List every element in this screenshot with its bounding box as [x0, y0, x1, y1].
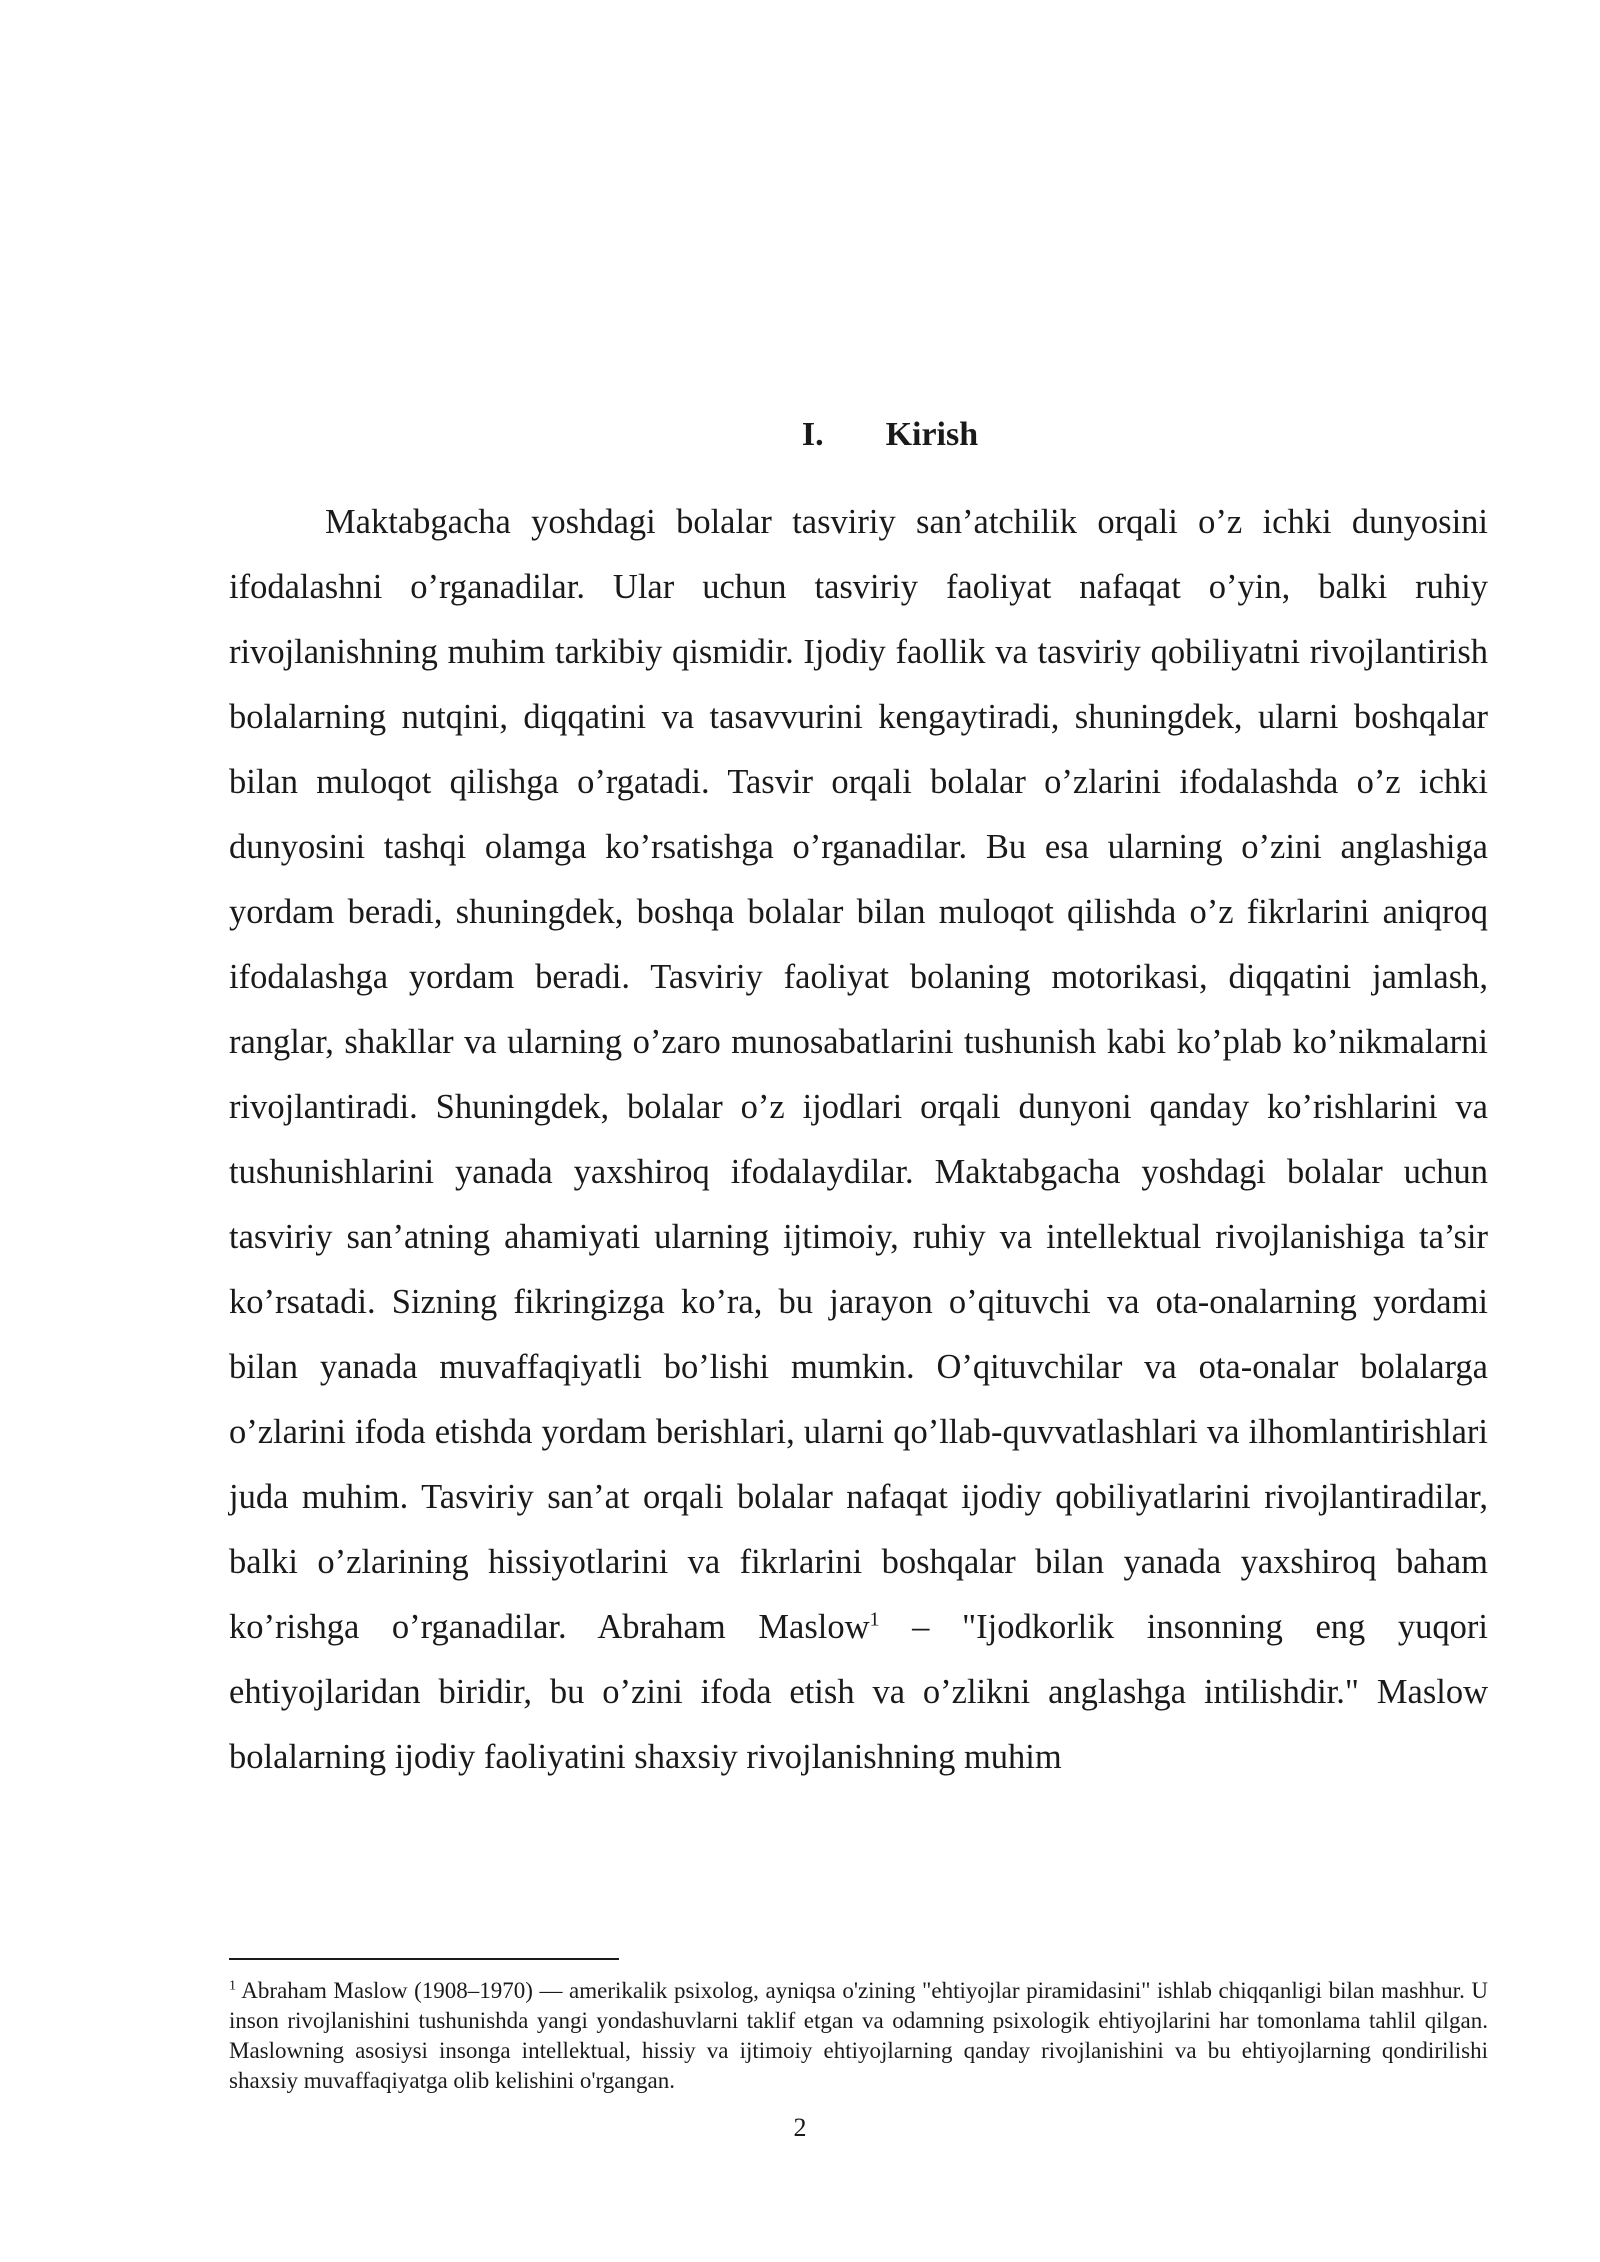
footnote-text: Abraham Maslow (1908–1970) — amerikalik psixolog, ayniqsa o'zining "ehtiyojlar piramidasini" ishlab chiqqanligi bilan mashhur. U inson rivojlanishini tushunishda yangi yondashuvlarni taklif etgan va odamning psixologik ehtiyojlarini har tomonlama tahlil qilgan. Maslowning asosiysi insonga intellektual, hissiy va ijtimoiy ehtiyojlarning qanday rivojlanishini va bu ehtiyojlarning qondirilishi shaxsiy muvaffaqiyatga olib kelishini o'rgangan. [229, 1978, 1488, 2093]
section-heading [0, 410, 1600, 460]
body-text-part-2: – "Ijodkorlik insonning eng yuqori ehtiyojlaridan biridir, bu o’zini ifoda etish va o’zlikni anglashga intilishdir." Maslow bolalarning ijodiy faoliyatini shaxsiy rivojlanishning muhim [229, 1608, 1488, 1776]
body-paragraph [229, 490, 1488, 1790]
body-text-part-1: Maktabgacha yoshdagi bolalar tasviriy san’atchilik orqali o’z ichki dunyosini ifodalashni o’rganadilar. Ular uchun tasviriy faoliyat nafaqat o’yin, balki ruhiy rivojlanishning muhim tarkibiy qismidir. Ijodiy faollik va tasviriy qobiliyatni rivojlantirish bolalarning nutqini, diqqatini va tasavvurini kengaytiradi, shuningdek, ularni boshqalar bilan muloqot qilishga o’rgatadi. Tasvir orqali bolalar o’zlarini ifodalashda o’z ichki dunyosini tashqi olamga ko’rsatishga o’rganadilar. Bu esa ularning o’zini anglashiga yordam beradi, shuningdek, boshqa bolalar bilan muloqot qilishda o’z fikrlarini aniqroq ifodalashga yordam beradi. Tasviriy faoliyat bolaning motorikasi, diqqatini jamlash, ranglar, shakllar va ularning o’zaro munosabatlarini tushunish kabi ko’plab ko’nikmalarni rivojlantiradi. Shuningdek, bolalar o’z ijodlari orqali dunyoni qanday ko’rishlarini va tushunishlarini yanada yaxshiroq ifodalaydilar. Maktabgacha yoshdagi bolalar uchun tasviriy san’atning ahamiyati ularning ijtimoiy, ruhiy va intellektual rivojlanishiga ta’sir ko’rsatadi. Sizning fikringizga ko’ra, bu jarayon o’qituvchi va ota-onalarning yordami bilan yanada muvaffaqiyatli bo’lishi mumkin. O’qituvchilar va ota-onalar bolalarga o’zlarini ifoda etishda yordam berishlari, ularni qo’llab-quvvatlashlari va ilhomlantirishlari juda muhim. Tasviriy san’at orqali bolalar nafaqat ijodiy qobiliyatlarini rivojlantiradilar, balki o’zlarining hissiyotlarini va fikrlarini boshqalar bilan yanada yaxshiroq baham ko’rishga o’rganadilar. Abraham Maslow [229, 503, 1488, 1646]
section-title: Kirish [885, 416, 979, 453]
section-number: I. [801, 416, 824, 453]
page-number: 2 [793, 2113, 807, 2142]
footnote-reference[interactable]: 1 [869, 1608, 880, 1631]
footnote [229, 1976, 1488, 2096]
footnote-marker: 1 [229, 1978, 236, 1994]
footnote-separator [229, 1958, 619, 1960]
